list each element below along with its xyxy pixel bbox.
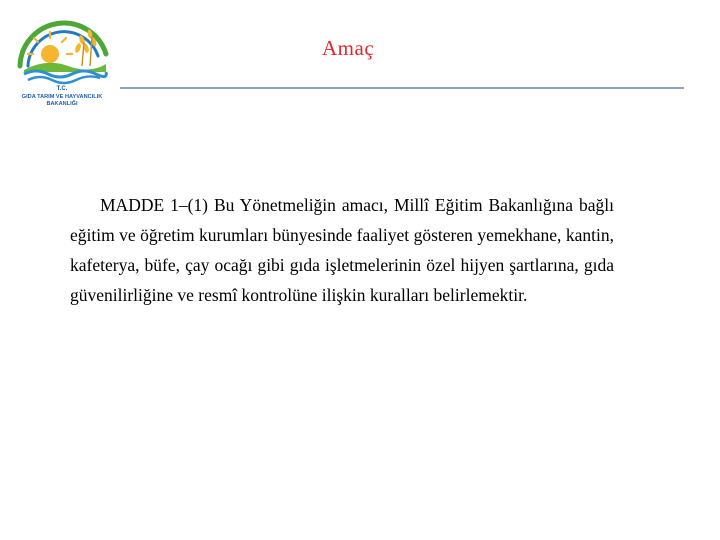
ministry-emblem-icon <box>6 4 118 116</box>
article-paragraph <box>70 190 614 310</box>
logo-line1: T.C. <box>56 86 68 92</box>
article-lead: MADDE 1–(1) <box>100 195 209 215</box>
article-text: Bu Yönetmeliğin amacı, Millî Eğitim Bakanlığına bağlı eğitim ve öğretim kurumları bünyesinde faaliyet gösteren yemekhane, kantin, kafeterya, büfe, çay ocağı gibi gıda işletmelerinin özel hijyen şartlarına, gıda güvenilirliğine ve resmî kontrolüne ilişkin kuralları belirlemektir. <box>70 195 614 305</box>
ministry-logo <box>6 4 118 116</box>
logo-line2: GIDA TARIM VE HAYVANCILIK <box>21 94 103 100</box>
logo-line3: BAKANLIĞI <box>46 101 78 107</box>
page-title: Amaç <box>322 36 375 60</box>
header-divider <box>120 87 684 89</box>
